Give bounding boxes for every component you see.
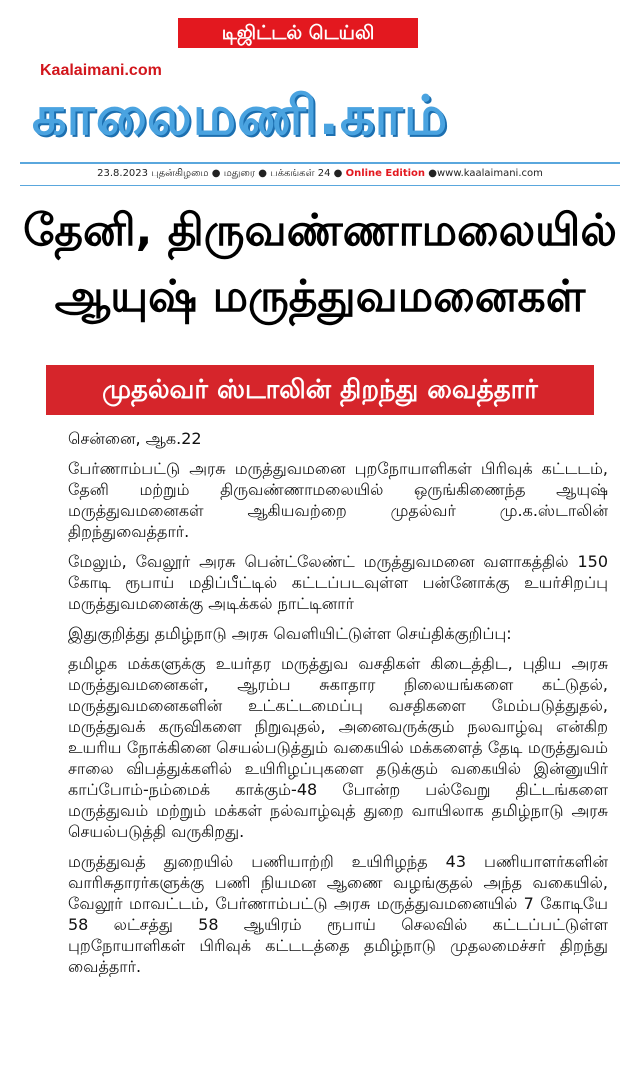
article-dateline: சென்னை, ஆக.22 xyxy=(68,429,202,448)
headline xyxy=(20,198,620,330)
bullet-icon: ● xyxy=(258,168,271,179)
dateline-divider xyxy=(20,185,620,186)
bullet-icon: ● xyxy=(211,168,224,179)
article-paragraph: மருத்துவத் துறையில் பணியாற்றி உயிரிழந்த 43 பணியாளர்களின் வாரிசுதாரர்களுக்கு பணி நியமன ஆணை வழங்குதல் அந்த வகையில், வேலூர் மாவட்டம், பேர்ணாம்பட்டு அரசு மருத்துவமனையில் 7 கோடியே 58 லட்சத்து 58 ஆயிரம் ரூபாய் செலவில் கட்டப்பட்டுள்ள புறநோயாளிகள் பிரிவுக் கட்டடத்தை தமிழ்நாடு முதலமைச்சர் திறந்து வைத்தார். xyxy=(68,852,608,976)
digital-daily-banner: டிஜிட்டல் டெய்லி xyxy=(178,18,418,48)
subheadline: முதல்வர் ஸ்டாலின் திறந்து வைத்தார் xyxy=(46,365,594,415)
edition-city: மதுரை xyxy=(223,168,256,179)
headline-line-1: தேனி, திருவண்ணாமலையில் xyxy=(23,205,617,256)
article-paragraph: பேர்ணாம்பட்டு அரசு மருத்துவமனை புறநோயாளிகள் பிரிவுக் கட்டடம், தேனி மற்றும் திருவண்ணாமலையில் ஒருங்கிணைந்த ஆயுஷ் மருத்துவமனைகள் ஆகியவற்றை முதல்வர் மு.க.ஸ்டாலின் திறந்துவைத்தார். xyxy=(68,459,608,541)
article-paragraph: மேலும், வேலூர் அரசு பென்ட்லேண்ட் மருத்துவமனை வளாகத்தில் 150 கோடி ரூபாய் மதிப்பீட்டில் கட்டப்படவுள்ள பன்னோக்கு உயர்சிறப்பு மருத்துவமனைக்கு அடிக்கல் நாட்டினார் xyxy=(68,552,608,613)
website-link[interactable]: www.kaalaimani.com xyxy=(436,168,543,179)
edition-dateline xyxy=(0,168,640,180)
site-name: Kaalaimani.com xyxy=(40,62,162,79)
masthead-divider xyxy=(20,162,620,164)
article-paragraph: இதுகுறித்து தமிழ்நாடு அரசு வெளியிட்டுள்ள செய்திக்குறிப்பு: xyxy=(68,624,512,643)
article-body xyxy=(68,428,608,986)
bullet-icon: ● xyxy=(333,168,346,179)
headline-line-2: ஆயுஷ் மருத்துவமனைகள் xyxy=(54,271,586,322)
masthead-logo: காலைமணி.காம் xyxy=(32,84,449,147)
edition-date: 23.8.2023 புதன்கிழமை xyxy=(97,168,209,179)
article-paragraph: தமிழக மக்களுக்கு உயர்தர மருத்துவ வசதிகள் கிடைத்திட, புதிய அரசு மருத்துவமனைகள், ஆரம்ப சுகாதார நிலையங்களை கட்டுதல், மருத்துவமனைகளின் உட்கட்டமைப்பு வசதிகளை மேம்படுத்துதல், மருத்துவக் கருவிகளை நிறுவுதல், அனைவருக்கும் நலவாழ்வு என்கிற உயரிய நோக்கினை செயல்படுத்தும் வகையில் மக்களைத் தேடி மருத்துவம் சாலை விபத்துக்களில் உயிரிழப்புகளை தடுக்கும் வகையில் இன்னுயிர் காப்போம்-நம்மைக் காக்கும்-48 போன்ற பல்வேறு திட்டங்களை மருத்துவம் மற்றும் மக்கள் நல்வாழ்வுத் துறை வாயிலாக தமிழ்நாடு அரசு செயல்படுத்தி வருகிறது. xyxy=(68,654,608,841)
bullet-icon: ● xyxy=(428,168,437,179)
online-edition-label: Online Edition xyxy=(345,168,426,179)
edition-pages: பக்கங்கள் 24 xyxy=(270,168,331,179)
